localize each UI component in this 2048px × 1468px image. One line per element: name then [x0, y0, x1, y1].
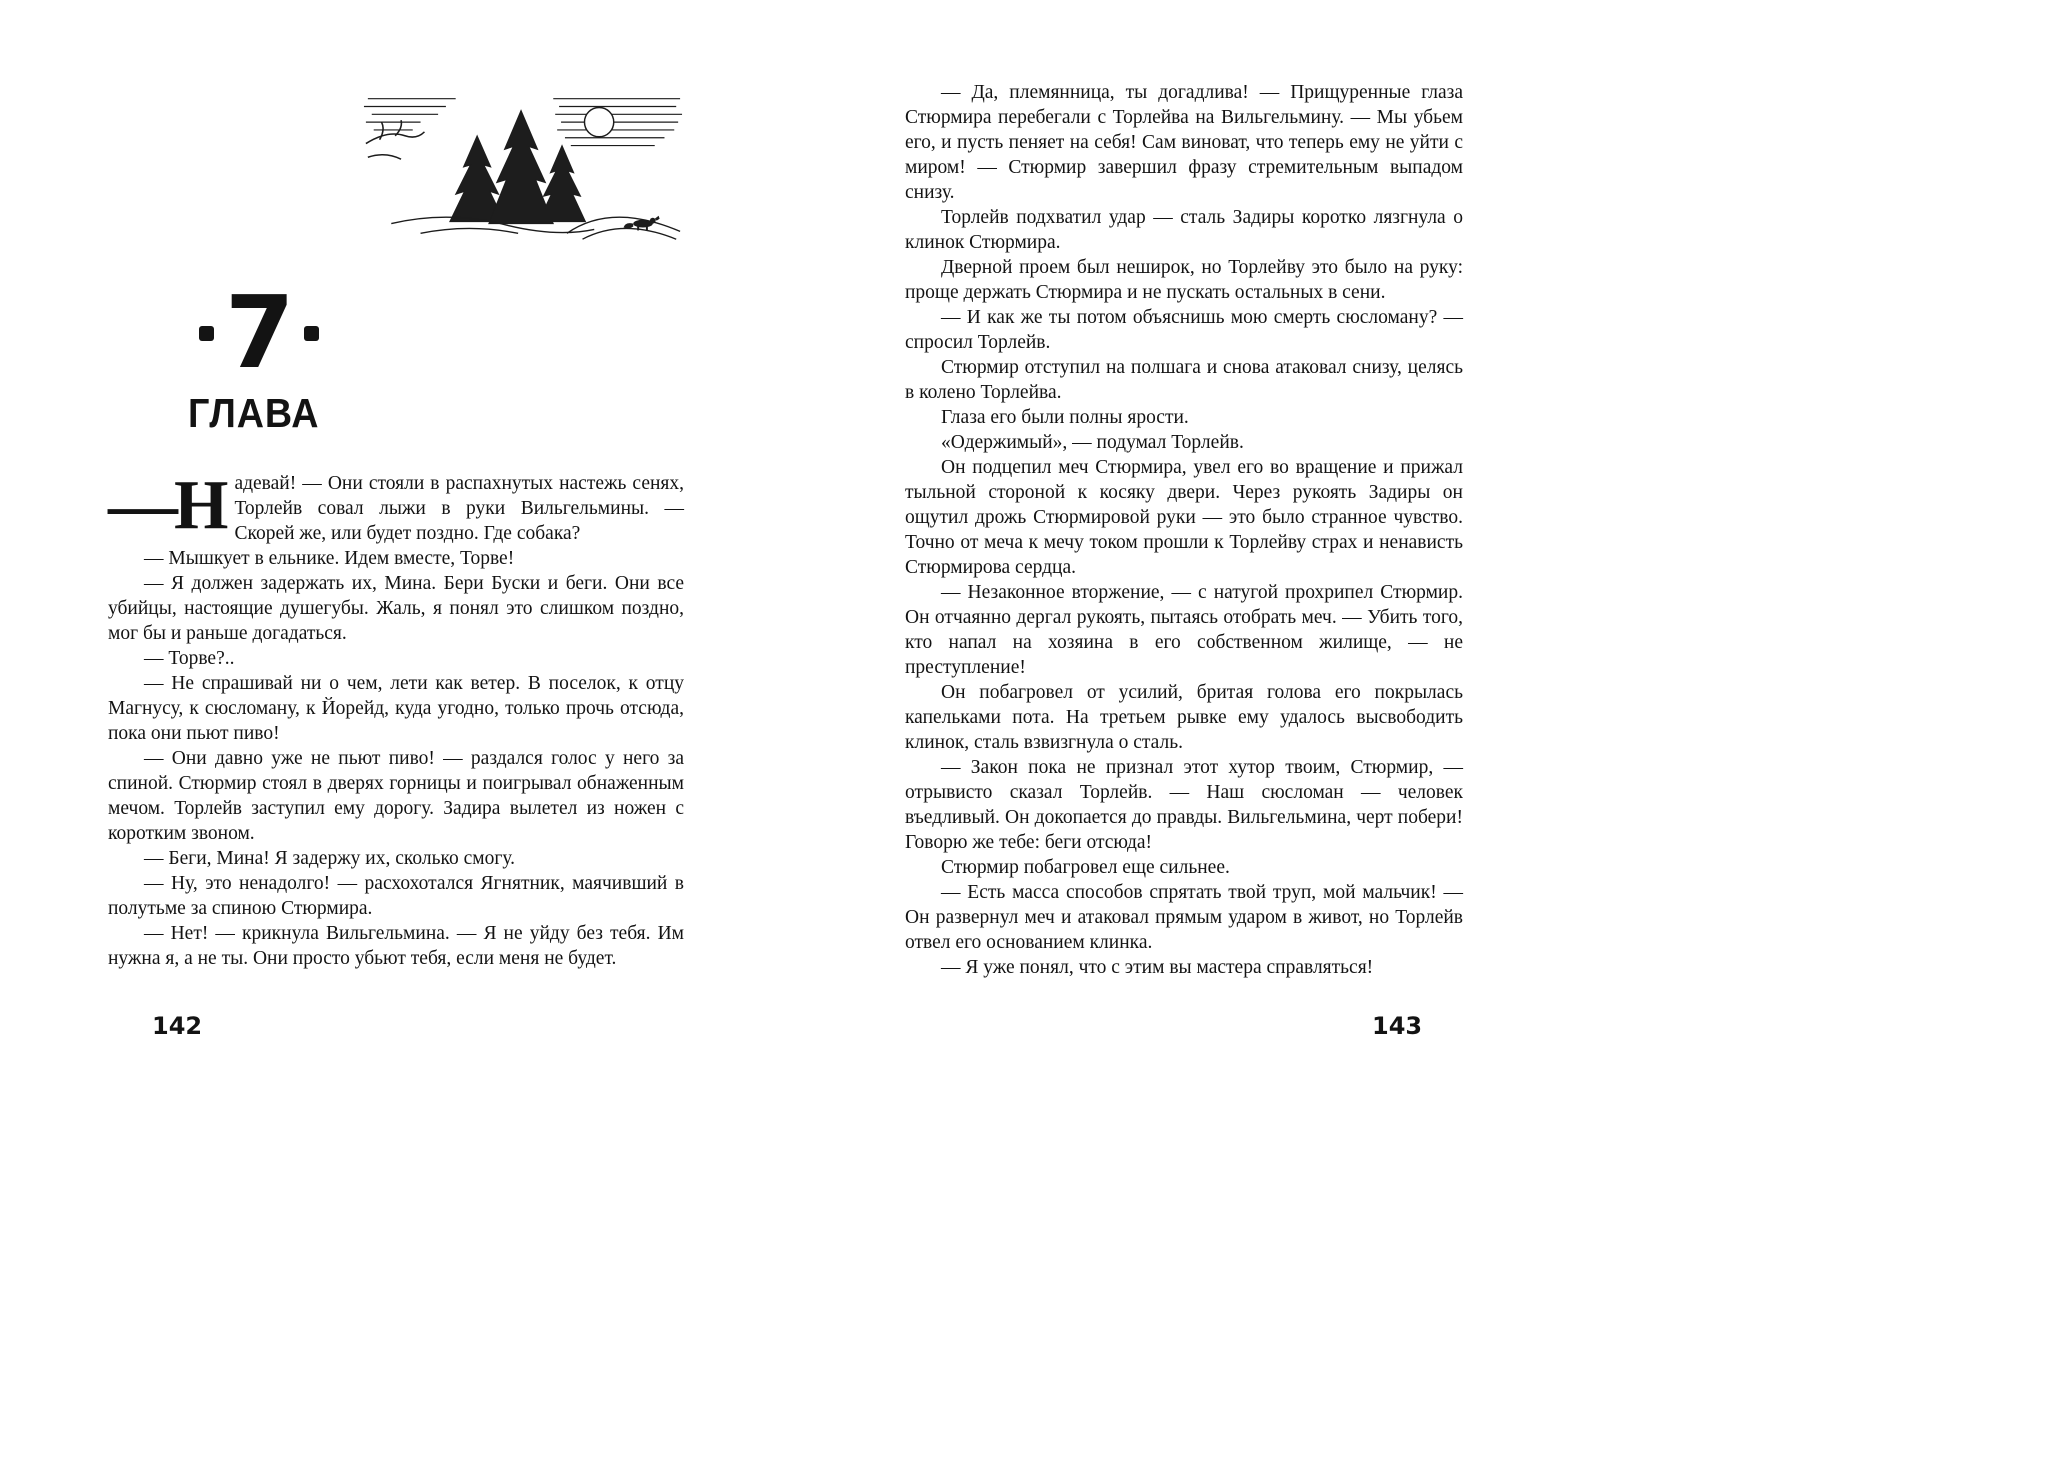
opening-paragraph [108, 467, 684, 546]
chapter-number [188, 274, 684, 391]
paragraph: — Не спрашивай ни о чем, лети как ветер. В поселок, к отцу Магнусу, к сюсломану, к Йорейд, куда угодно, только прочь отсюда, пока они пьют пиво! [108, 673, 684, 744]
left-page-paragraphs [108, 546, 684, 971]
left-page-text [108, 467, 684, 971]
paragraph: Стюрмир побагровел еще сильнее. [941, 857, 1230, 878]
opening-paragraph-text: адевай! — Они стояли в распахнутых настежь сенях, Торлейв совал лыжи в руки Вильгельмины. — Скорей же, или будет поздно. Где собака? [234, 473, 684, 544]
chapter-dot-right [304, 326, 319, 341]
paragraph: Торлейв подхватил удар — сталь Задиры коротко лязгнула о клинок Стюрмира. [905, 207, 1463, 253]
paragraph: — Незаконное вторжение, — с натугой прохрипел Стюрмир. Он отчаянно дергал рукоять, пытаясь отобрать меч. — Убить того, кто напал на хозяина в его собственном жилище, — не преступление! [905, 582, 1463, 678]
paragraph: Он побагровел от усилий, бритая голова его покрылась капельками пота. На третьем рывке ему удалось высвободить клинок, сталь взвизгнула о сталь. [905, 682, 1463, 753]
right-page-paragraphs [905, 80, 1463, 980]
paragraph: — Нет! — крикнула Вильгельмина. — Я не уйду без тебя. Им нужна я, а не ты. Они просто убьют тебя, если меня не будет. [108, 923, 684, 969]
paragraph: — Да, племянница, ты догадлива! — Прищуренные глаза Стюрмира перебегали с Торлейва на Вильгельмину. — Мы убьем его, и пусть пеняет на себя! Сам виноват, что теперь ему не уйти с миром! — Стюрмир завершил фразу стремительным выпадом снизу. [905, 82, 1463, 203]
paragraph: — Мышкует в ельнике. Идем вместе, Торве! [144, 548, 515, 569]
paragraph: — Торве?.. [144, 648, 235, 669]
paragraph: — И как же ты потом объяснишь мою смерть сюсломану? — спросил Торлейв. [905, 307, 1463, 353]
paragraph: — Они давно уже не пьют пиво! — раздался голос у него за спиной. Стюрмир стоял в дверях горницы и поигрывал обнаженным мечом. Торлейв заступил ему дорогу. Задира вылетел из ножен с коротким звоном. [108, 748, 684, 844]
chapter-illustration [362, 85, 684, 249]
winter-forest-moon-sketch-icon [362, 85, 684, 249]
paragraph: — Я уже понял, что с этим вы мастера справляться! [941, 957, 1374, 978]
paragraph: «Одержимый», — подумал Торлейв. [941, 432, 1244, 453]
right-page [905, 80, 1463, 980]
paragraph: — Есть масса способов спрятать твой труп, мой мальчик! — Он развернул меч и атаковал прямым ударом в живот, но Торлейв отвел его основанием клинка. [905, 882, 1463, 953]
paragraph: — Закон пока не признал этот хутор твоим, Стюрмир, — отрывисто сказал Торлейв. — Наш сюсломан — человек въедливый. Он докопается до правды. Вильгельмина, черт побери! Говорю же тебе: беги отсюда! [905, 757, 1463, 853]
paragraph: Он подцепил меч Стюрмира, увел его во вращение и прижал тыльной стороной к косяку двери. Через рукоять Задиры он ощутил дрожь Стюрмировой руки — это было странное чувство. Точно от меча к мечу током прошли к Торлейву страх и ненависть Стюрмирова сердца. [905, 457, 1463, 578]
page-number-left: 142 [152, 1012, 203, 1040]
chapter-dot-left [199, 326, 214, 341]
page-number-right: 143 [1372, 1012, 1423, 1040]
drop-cap: —Н [108, 467, 225, 544]
chapter-label: ГЛАВА [188, 390, 320, 436]
left-page [108, 85, 684, 971]
paragraph: — Я должен задержать их, Мина. Бери Буски и беги. Они все убийцы, настоящие душегубы. Жаль, я понял это слишком поздно, мог бы и раньше догадаться. [108, 573, 684, 644]
paragraph: — Ну, это ненадолго! — расхохотался Ягнятник, маячивший в полутьме за спиною Стюрмира. [108, 873, 684, 919]
paragraph: Дверной проем был неширок, но Торлейву это было на руку: проще держать Стюрмира и не пускать остальных в сени. [905, 257, 1463, 303]
paragraph: Глаза его были полны ярости. [941, 407, 1189, 428]
chapter-digit: 7 [225, 274, 293, 391]
paragraph: — Беги, Мина! Я задержу их, сколько смогу. [144, 848, 516, 869]
paragraph: Стюрмир отступил на полшага и снова атаковал снизу, целясь в колено Торлейва. [905, 357, 1463, 403]
